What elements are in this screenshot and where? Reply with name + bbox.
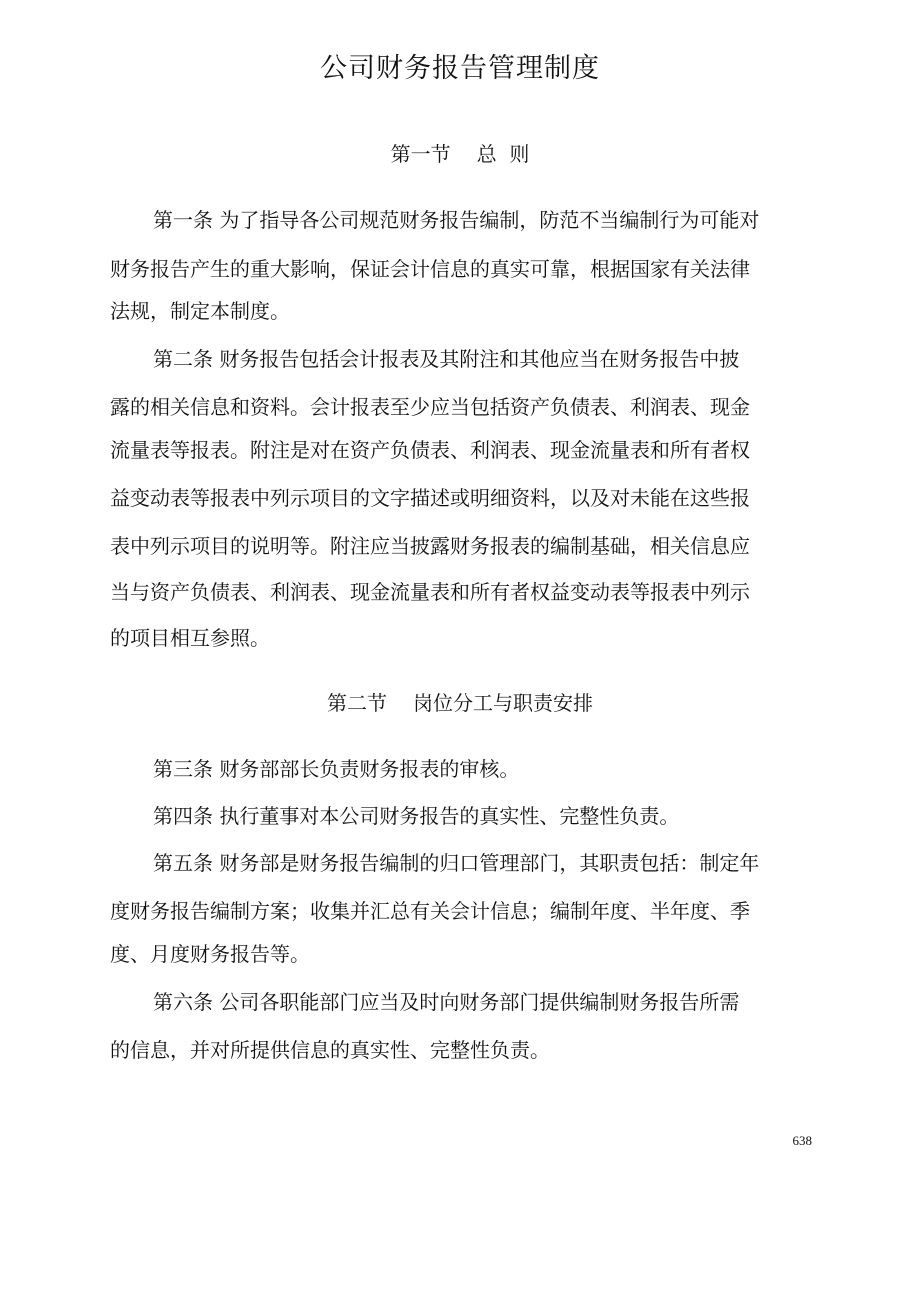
section-heading [0, 689, 920, 717]
paragraph-line: 表中列示项目的说明等。附注应当披露财务报表的编制基础，相关信息应 [110, 534, 750, 558]
section-number: 第一节 [390, 142, 451, 166]
paragraph-line: 财务报告产生的重大影响，保证会计信息的真实可靠，根据国家有关法律 [110, 257, 750, 281]
paragraph-line: 第五条 财务部是财务报告编制的归口管理部门，其职责包括：制定年 [153, 851, 760, 875]
paragraph-line: 露的相关信息和资料。会计报表至少应当包括资产负债表、利润表、现金 [110, 395, 750, 419]
section-number: 第二节 [327, 691, 387, 715]
paragraph-line: 当与资产负债表、利润表、现金流量表和所有者权益变动表等报表中列示 [110, 580, 750, 604]
paragraph-line: 益变动表等报表中列示项目的文字描述或明细资料，以及对未能在这些报 [110, 486, 750, 510]
paragraph-line: 的项目相互参照。 [110, 626, 270, 650]
paragraph-line: 第六条 公司各职能部门应当及时向财务部门提供编制财务报告所需 [153, 990, 740, 1014]
paragraph-line: 的信息，并对所提供信息的真实性、完整性负责。 [110, 1038, 550, 1062]
paragraph-line: 第二条 财务报告包括会计报表及其附注和其他应当在财务报告中披 [153, 347, 740, 371]
paragraph-line: 第三条 财务部部长负责财务报表的审核。 [153, 757, 520, 781]
page-number: 638 [792, 1133, 812, 1148]
section-name: 总 则 [476, 142, 530, 166]
section-name: 岗位分工与职责安排 [413, 691, 593, 715]
document-title: 公司财务报告管理制度 [320, 53, 600, 84]
paragraph-line: 第四条 执行董事对本公司财务报告的真实性、完整性负责。 [153, 804, 680, 828]
paragraph-line: 度、月度财务报告等。 [110, 942, 310, 966]
paragraph-line: 法规，制定本制度。 [110, 299, 290, 323]
paragraph-line: 度财务报告编制方案；收集并汇总有关会计信息；编制年度、半年度、季 [110, 899, 750, 923]
section-heading [0, 140, 920, 168]
paragraph-line: 第一条 为了指导各公司规范财务报告编制，防范不当编制行为可能对 [153, 208, 760, 232]
paragraph-line: 流量表等报表。附注是对在资产负债表、利润表、现金流量表和所有者权 [110, 438, 750, 462]
